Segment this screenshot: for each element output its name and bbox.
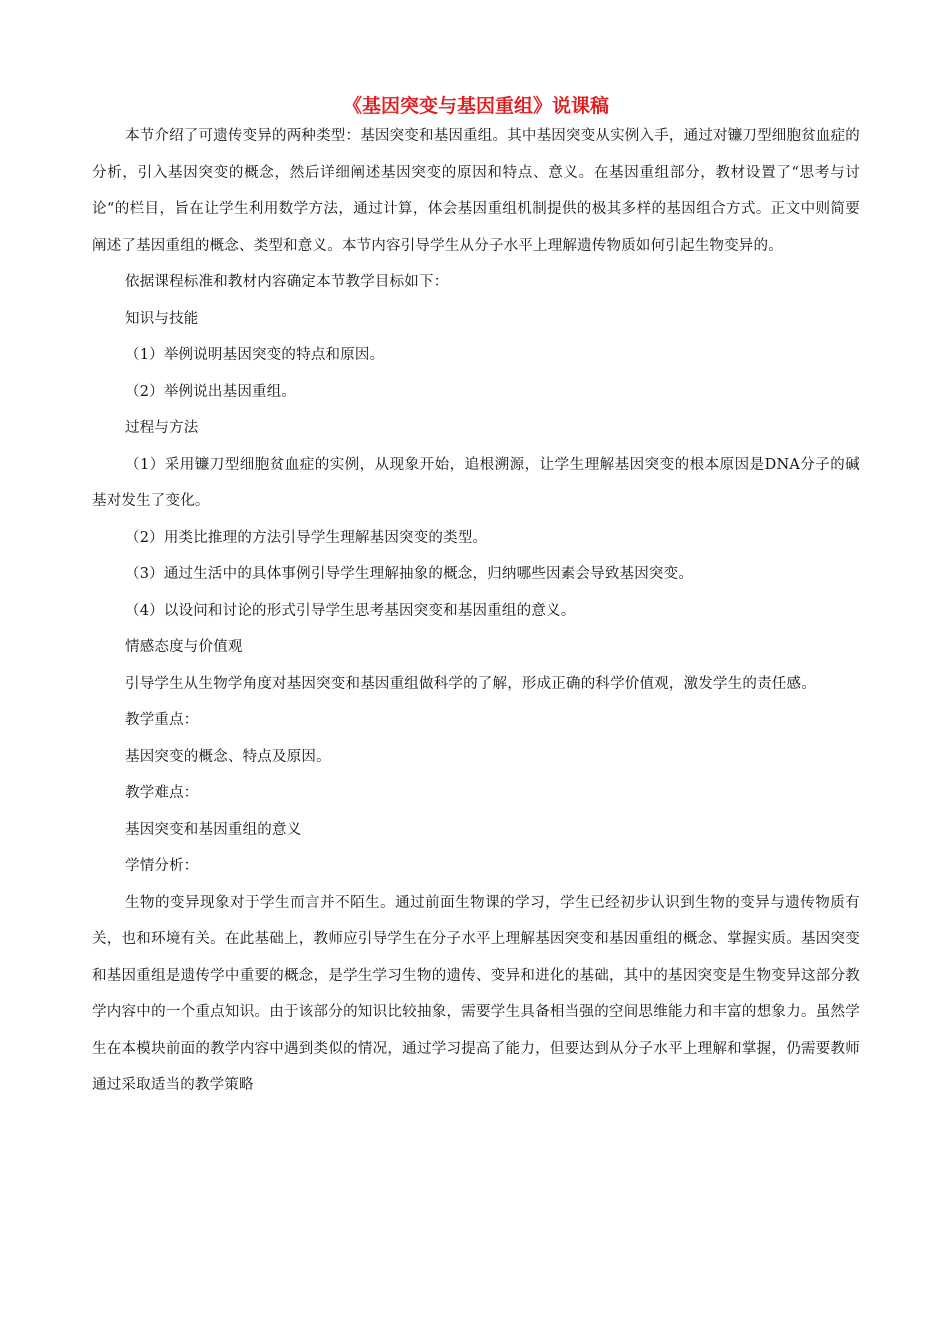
- knowledge-item-1: （1）举例说明基因突变的特点和原因。: [125, 347, 385, 363]
- process-item-2: （2）用类比推理的方法引导学生理解基因突变的类型。: [125, 529, 488, 546]
- document-title: 《基因突变与基因重组》说课稿: [342, 95, 609, 117]
- intro-paragraph: 本节介绍了可遗传变异的两种类型：基因突变和基因重组。其中基因突变从实例入手，通过对镰刀型细胞贫血症的分析，引入基因突变的概念，然后详细阐述基因突变的原因和特点、意义。在基因重组部分，教材设置了“思考与讨论“的栏目，旨在让学生利用数学方法，通过计算，体会基因重组机制提供的极其多样的基因组合方式。正文中则简要阐述了基因重组的概念、类型和意义。本节内容引导学生从分子水平上理解遗传物质如何引起生物变异的。: [92, 128, 860, 254]
- section-heading-process: 过程与方法: [125, 420, 199, 436]
- learner-analysis-paragraph: 生物的变异现象对于学生而言并不陌生。通过前面生物课的学习，学生已经初步认识到生物的变异与遗传物质有关，也和环境有关。在此基础上，教师应引导学生在分子水平上理解基因突变和基因重组的概念、掌握实质。基因突变和基因重组是遗传学中重要的概念，是学生学习生物的遗传、变异和进化的基础，其中的基因突变是生物变异这部分教学内容中的一个重点知识。由于该部分的知识比较抽象，需要学生具备相当强的空间思维能力和丰富的想象力。虽然学生在本模块前面的教学内容中遇到类似的情况，通过学习提高了能力，但要达到从分子水平上理解和掌握，仍需要教师通过采取适当的教学策略: [92, 894, 860, 1093]
- process-item-1: （1）采用镰刀型细胞贫血症的实例，从现象开始，追根溯源，让学生理解基因突变的根本原因是DNA分子的碱基对发生了变化。: [92, 456, 860, 509]
- process-item-4: （4）以设问和讨论的形式引导学生思考基因突变和基因重组的意义。: [125, 602, 576, 619]
- values-paragraph: 引导学生从生物学角度对基因突变和基因重组做科学的了解，形成正确的科学价值观，激发学生的责任感。: [125, 675, 816, 692]
- document-page: [92, 92, 860, 1104]
- section-heading-knowledge: 知识与技能: [125, 310, 199, 327]
- difficulty-heading: 教学难点：: [125, 785, 199, 801]
- difficulty-text: 基因突变和基因重组的意义: [125, 821, 302, 838]
- key-point-text: 基因突变的概念、特点及原因。: [125, 748, 331, 765]
- section-heading-values: 情感态度与价值观: [125, 639, 243, 655]
- knowledge-item-2: （2）举例说出基因重组。: [125, 383, 297, 400]
- learner-analysis-heading: 学情分析：: [125, 858, 199, 874]
- process-item-3: （3）通过生活中的具体事例引导学生理解抽象的概念，归纳哪些因素会导致基因突变。: [125, 566, 694, 582]
- objectives-intro: 依据课程标准和教材内容确定本节教学目标如下：: [125, 274, 449, 290]
- key-point-heading: 教学重点：: [125, 712, 199, 728]
